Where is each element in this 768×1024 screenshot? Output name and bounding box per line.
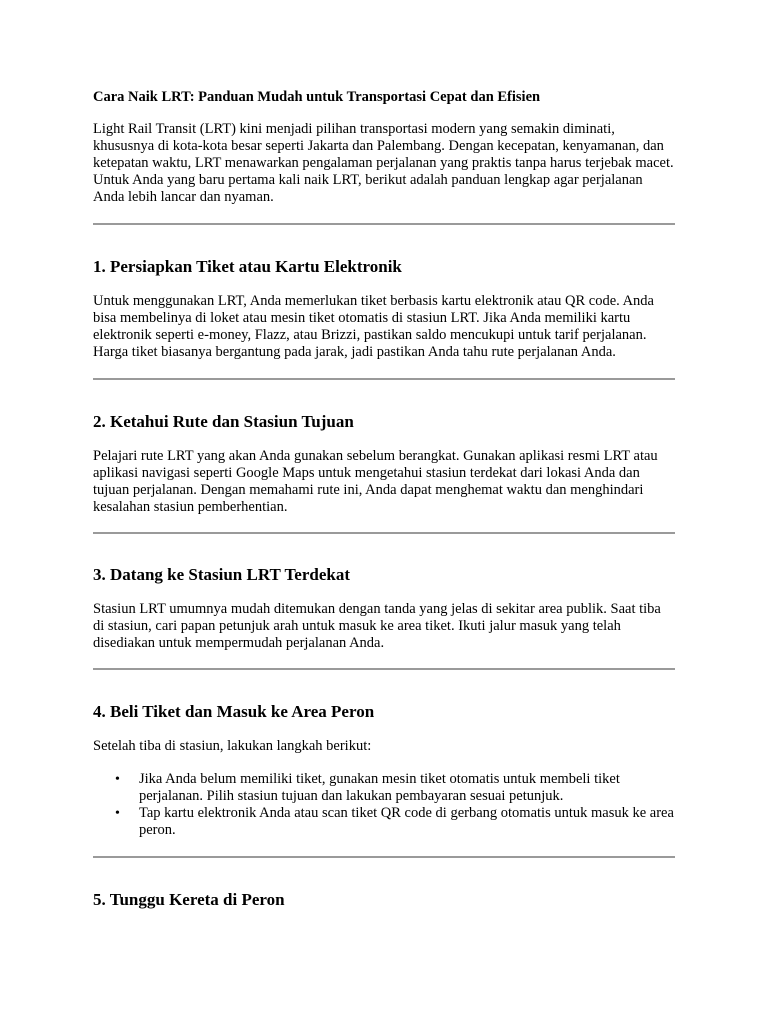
intro-paragraph: Light Rail Transit (LRT) kini menjadi pilihan transportasi modern yang semakin diminati, khususnya di kota-kota besar seperti Jakarta dan Palembang. Dengan kecepatan, kenyamanan, dan ketepatan waktu, LRT menawarkan pengalaman perjalanan yang praktis tanpa harus terjebak macet. Untuk Anda yang baru pertama kali naik LRT, berikut adalah panduan lengkap agar perjalanan Anda lebih lancar dan nyaman.: [93, 121, 674, 205]
section-heading-5: 5. Tunggu Kereta di Peron: [93, 890, 285, 909]
section-body-2: Pelajari rute LRT yang akan Anda gunakan sebelum berangkat. Gunakan aplikasi resmi LRT atau aplikasi navigasi seperti Google Maps untuk mengetahui stasiun terdekat dari lokasi Anda dan tujuan perjalanan. Dengan memahami rute ini, Anda dapat menghemat waktu dan menghindari kesalahan stasiun pemberhentian.: [93, 448, 658, 515]
divider: [93, 856, 675, 858]
section-body-4: Setelah tiba di stasiun, lakukan langkah berikut:: [93, 738, 372, 754]
divider: [93, 223, 675, 225]
section-heading-3: 3. Datang ke Stasiun LRT Terdekat: [93, 565, 350, 584]
divider: [93, 532, 675, 534]
section-heading-2: 2. Ketahui Rute dan Stasiun Tujuan: [93, 412, 354, 431]
document-title: Cara Naik LRT: Panduan Mudah untuk Transportasi Cepat dan Efisien: [93, 89, 541, 105]
bullet-icon: •: [115, 772, 120, 787]
divider: [93, 668, 675, 670]
section-heading-4: 4. Beli Tiket dan Masuk ke Area Peron: [93, 702, 375, 721]
divider: [93, 378, 675, 380]
bullet-icon: •: [115, 806, 120, 821]
list-item-text: Jika Anda belum memiliki tiket, gunakan mesin tiket otomatis untuk membeli tiket perjalanan. Pilih stasiun tujuan dan lakukan pembayaran sesuai petunjuk.: [139, 771, 620, 804]
steps-list: [93, 771, 675, 839]
list-item: [115, 805, 675, 839]
document-page: [93, 88, 675, 910]
section-heading-1: 1. Persiapkan Tiket atau Kartu Elektronik: [93, 257, 402, 276]
section-body-3: Stasiun LRT umumnya mudah ditemukan dengan tanda yang jelas di sekitar area publik. Saat tiba di stasiun, cari papan petunjuk arah untuk masuk ke area tiket. Ikuti jalur masuk yang telah disediakan untuk mempermudah perjalanan Anda.: [93, 601, 661, 651]
list-item-text: Tap kartu elektronik Anda atau scan tiket QR code di gerbang otomatis untuk masuk ke area peron.: [139, 805, 674, 838]
list-item: [115, 771, 675, 805]
section-body-1: Untuk menggunakan LRT, Anda memerlukan tiket berbasis kartu elektronik atau QR code. Anda bisa membelinya di loket atau mesin tiket otomatis di stasiun LRT. Jika Anda memiliki kartu elektronik seperti e-money, Flazz, atau Brizzi, pastikan saldo mencukupi untuk tarif perjalanan. Harga tiket biasanya bergantung pada jarak, jadi pastikan Anda tahu rute perjalanan Anda.: [93, 293, 654, 360]
